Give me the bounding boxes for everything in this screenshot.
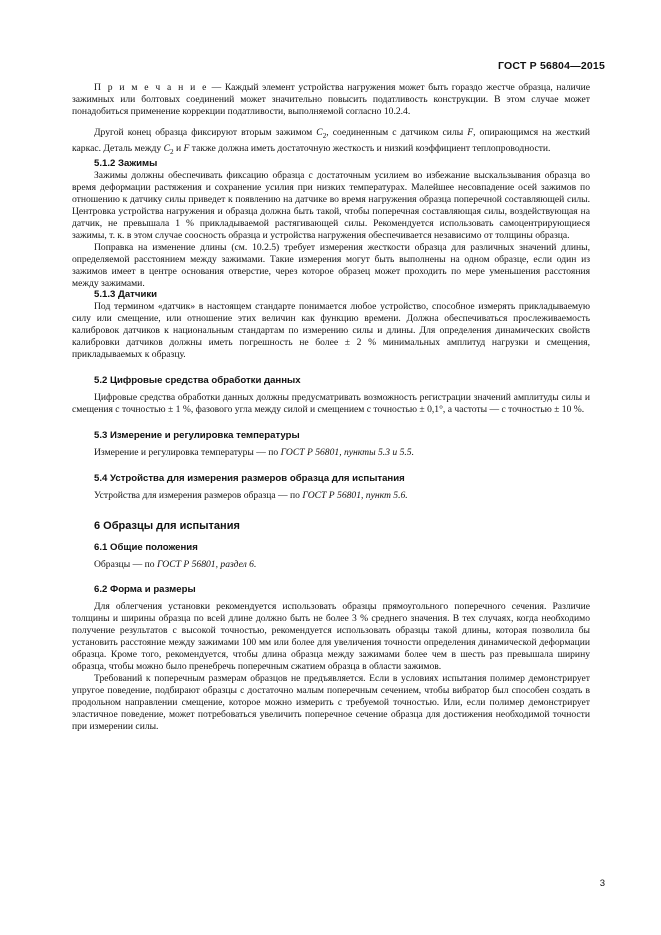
heading-5-1-3: 5.1.3 Датчики: [94, 289, 158, 301]
page-number: 3: [599, 878, 605, 889]
heading-5-4: 5.4 Устройства для измерения размеров образца для испытания: [94, 472, 405, 484]
text-run: , опирающимся на жесткий каркас. Деталь между: [72, 126, 590, 154]
paragraph-5-3-1: [72, 447, 590, 459]
paragraph-5-1-2-1: Зажимы должны обеспечивать фиксацию образца с достаточным усилием во избежание выскальзывания образца во время деформации растяжения и сохранение усилия при низких температурах. Малейшее несовпадение осей зажимов по отношению к датчику силы приведет к появлению на датчике во время нагружения образца поперечной составляющей силы. Центровка устройства нагружения и образца должна быть такой, чтобы поперечная составляющая силы, воздействующая на датчик, не превышала 1 % прикладываемой растягивающей силы. Рекомендуется использовать самоцентрирующиеся зажимы, т. к. в этом случае соосность образца и устройства нагружения обеспечивается независимо от толщины образца.: [72, 170, 590, 241]
note-text: — Каждый элемент устройства нагружения может быть гораздо жестче образца, наличие зажимных или болтовых соединений может значительно повысить податливость конструкции. В этом случае может понадобиться применение коррекции податливости, выполняемой согласно 10.2.4.: [72, 82, 590, 117]
paragraph-5-1-2-2: Поправка на изменение длины (см. 10.2.5) требует измерения жесткости образца для различных значений длины, определяемой расстоянием между зажимами. Такие измерения могут быть выполнены на одном образце, если один из зажимов имеет в центре основания отверстие, через которое образец может проходить по мере уменьшения расстояния между зажимами.: [72, 241, 590, 289]
document-body: [72, 82, 590, 732]
note-label: П р и м е ч а н и е: [94, 82, 208, 93]
text-run: также должна иметь достаточную жесткость и низкий коэффициент теплопроводности.: [189, 142, 551, 154]
text-run: Другой конец образца фиксируют вторым зажимом: [94, 126, 317, 138]
note-paragraph: [72, 82, 590, 118]
paragraph-5-4-1: [72, 490, 590, 502]
text-run: Измерение и регулировка температуры — по: [94, 446, 281, 458]
paragraph-6-1-1: [72, 559, 590, 571]
symbol-c2: C: [316, 126, 323, 138]
symbol-c2-b: C: [163, 142, 170, 154]
symbol-f: F: [467, 126, 474, 138]
reference-gost-5-4: ГОСТ Р 56801, пункт 5.6.: [302, 489, 408, 501]
heading-6-2: 6.2 Форма и размеры: [94, 584, 196, 596]
symbol-f-b: F: [183, 142, 190, 154]
paragraph-5-1-3-1: Под термином «датчик» в настоящем стандарте понимается любое устройство, способное измерять прикладываемую силу или смещение, или отношение этих величин как функцию времени. Должна обеспечиваться прослеживаемость калибровок датчиков к национальным стандартам по измерению силы и длины. Для определения динамических свойств калибровки датчиков должны иметь погрешность не более ± 2 % минимальных амплитуд нагрузки и смещения, прикладываемых к образцу.: [72, 301, 590, 361]
page-header-standard-id: ГОСТ Р 56804—2015: [497, 60, 605, 72]
text-run: Устройства для измерения размеров образца — по: [94, 489, 303, 501]
reference-gost-5-3: ГОСТ Р 56801, пункты 5.3 и 5.5.: [280, 446, 414, 458]
heading-5-2: 5.2 Цифровые средства обработки данных: [94, 374, 301, 386]
heading-6-1: 6.1 Общие положения: [94, 541, 198, 553]
paragraph-other-end: [72, 127, 590, 159]
paragraph-5-2-1: Цифровые средства обработки данных должны предусматривать возможность регистрации значений амплитуды силы и смещения с точностью ± 1 %, фазового угла между силой и смещением с точностью ± 0,1°, а частоты — с точностью ± 10 %.: [72, 391, 590, 415]
paragraph-6-2-1: Для облегчения установки рекомендуется использовать образцы прямоугольного поперечного сечения. Различие толщины и ширины образца по всей длине должно быть не более 3 % среднего значения. В тех случаях, когда необходимо получение результатов с высокой точностью, рекомендуется использовать образцы такой длины, которая позволила бы установить расстояние между зажимами 100 мм или более для увеличения точности определения динамической деформации образца. Кроме того, рекомендуется, чтобы длина образца между зажимами более чем в шесть раз превышала ширину образца, чтобы можно было пренебречь поперечным сжатием образца в области зажимов.: [72, 601, 590, 672]
symbol-c2-subscript: 2: [322, 131, 327, 140]
text-run: , соединенным с датчиком силы: [326, 126, 468, 138]
paragraph-6-2-2: Требований к поперечным размерам образцов не предъявляется. Если в условиях испытания полимер демонстрирует упругое поведение, подбирают образцы с достаточно малым поперечным сечением, чтобы вибратор был способен создать в продольном направлении смещение, которое можно измерить с требуемой точностью. Или, если полимер демонстрирует эластичное поведение, может потребоваться увеличить поперечное сечение образца для достижения необходимой точности при измерении силы.: [72, 672, 590, 732]
text-run: Образцы — по: [94, 558, 157, 570]
heading-5-3: 5.3 Измерение и регулировка температуры: [94, 429, 300, 441]
text-run: и: [173, 142, 184, 154]
heading-5-1-2: 5.1.2 Зажимы: [94, 158, 158, 170]
heading-section-6: 6 Образцы для испытания: [94, 519, 240, 532]
symbol-c2-b-subscript: 2: [169, 147, 174, 156]
reference-gost-6-1: ГОСТ Р 56801, раздел 6.: [156, 558, 257, 570]
